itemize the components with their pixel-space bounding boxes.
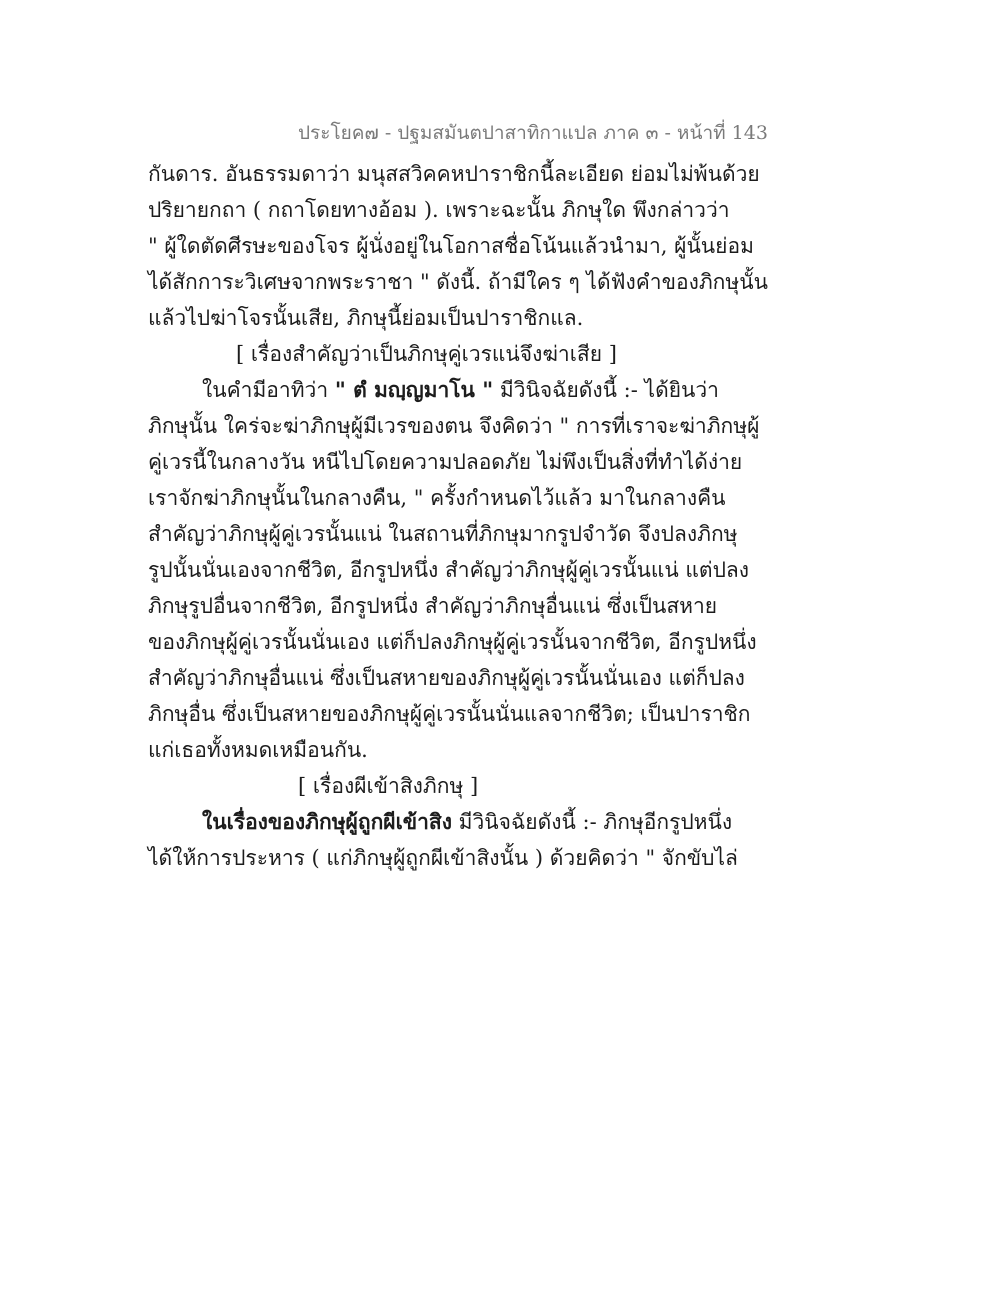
paragraph3-intro-rest: มีวินิจฉัยดังนี้ :- ภิกษุอีกรูปหนึ่ง [452,810,733,834]
paragraph2-line-7: ภิกษุรูปอื่นจากชีวิต, อีกรูปหนึ่ง สำคัญว่าภิกษุอื่นแน่ ซึ่งเป็นสหาย [148,594,718,618]
paragraph1-line-2: ปริยายกถา ( กถาโดยทางอ้อม ). เพราะฉะนั้น ภิกษุใด พึงกล่าวว่า [148,198,730,222]
paragraph2-line-4: เราจักฆ่าภิกษุนั้นในกลางคืน, " ครั้งกำหนดไว้แล้ว มาในกลางคืน [148,486,726,510]
paragraph2-line-6: รูปนั้นนั่นเองจากชีวิต, อีกรูปหนึ่ง สำคัญว่าภิกษุผู้คู่เวรนั้นแน่ แต่ปลง [148,558,750,582]
paragraph2-line-8: ของภิกษุผู้คู่เวรนั้นนั่นเอง แต่ก็ปลงภิกษุผู้คู่เวรนั้นจากชีวิต, อีกรูปหนึ่ง [148,630,757,654]
paragraph2-intro: ในคำมีอาทิว่า [202,378,335,402]
paragraph2-line-11: แก่เธอทั้งหมดเหมือนกัน. [148,738,368,762]
paragraph2-line-1 [148,372,718,408]
paragraph2-line-10: ภิกษุอื่น ซึ่งเป็นสหายของภิกษุผู้คู่เวรนั้นนั่นแลจากชีวิต; เป็นปาราชิก [148,702,751,726]
paragraph2-line-9: สำคัญว่าภิกษุอื่นแน่ ซึ่งเป็นสหายของภิกษุผู้คู่เวรนั้นนั่นเอง แต่ก็ปลง [148,666,745,690]
paragraph3-keyword: ในเรื่องของภิกษุผู้ถูกผีเข้าสิง [202,809,452,834]
paragraph1-line-3: " ผู้ใดตัดศีรษะของโจร ผู้นั่งอยู่ในโอกาสชื่อโน้นแล้วนำมา, ผู้นั้นย่อม [148,234,754,258]
paragraph2-intro-rest: มีวินิจฉัยดังนี้ :- ได้ยินว่า [493,378,719,402]
running-header: ประโยค๗ - ปฐมสมันตปาสาทิกาแปล ภาค ๓ - หน้าที่ 143 [298,122,768,144]
paragraph2-line-5: สำคัญว่าภิกษุผู้คู่เวรนั้นแน่ ในสถานที่ภิกษุมากรูปจำวัด จึงปลงภิกษุ [148,522,738,546]
paragraph3-line-1 [148,804,733,840]
section-heading-1: [ เรื่องสำคัญว่าเป็นภิกษุคู่เวรแน่จึงฆ่าเสีย ] [236,342,617,366]
paragraph1-line-5: แล้วไปฆ่าโจรนั้นเสีย, ภิกษุนี้ย่อมเป็นปาราชิกแล. [148,306,584,330]
section-heading-2: [ เรื่องผีเข้าสิงภิกษุ ] [298,774,479,798]
body-text [148,156,768,876]
paragraph2-line-2: ภิกษุนั้น ใคร่จะฆ่าภิกษุผู้มีเวรของตน จึงคิดว่า " การที่เราจะฆ่าภิกษุผู้ [148,414,760,438]
paragraph1-line-4: ได้สักการะวิเศษจากพระราชา " ดังนี้. ถ้ามีใคร ๆ ได้ฟังคำของภิกษุนั้น [148,270,768,294]
paragraph2-keyword: " ตํ มญฺญมาโน " [334,377,494,402]
paragraph2-line-3: คู่เวรนี้ในกลางวัน หนีไปโดยความปลอดภัย ไม่พึงเป็นสิ่งที่ทำได้ง่าย [148,450,743,474]
paragraph3-line-2: ได้ให้การประหาร ( แก่ภิกษุผู้ถูกผีเข้าสิงนั้น ) ด้วยคิดว่า " จักขับไล่ [148,846,738,870]
paragraph1-line-1: กันดาร. อันธรรมดาว่า มนุสสวิคคหปาราชิกนี้ละเอียด ย่อมไม่พ้นด้วย [148,162,760,186]
